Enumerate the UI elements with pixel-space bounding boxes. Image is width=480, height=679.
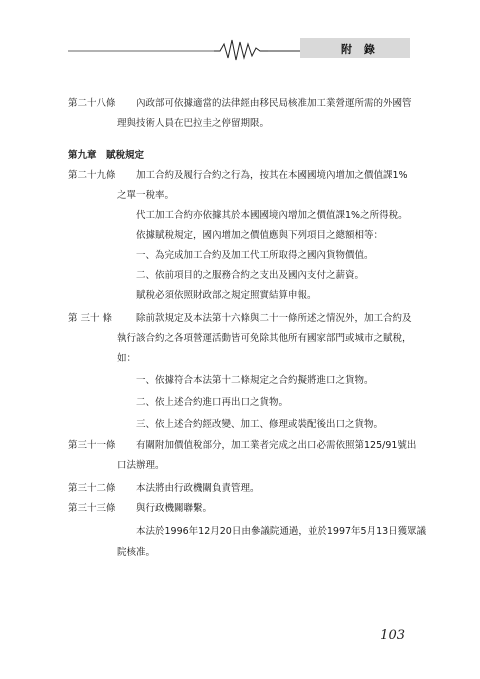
article-30-line-1: 除前款規定及本法第十六條與二十一條所述之情況外，加工合約及: [136, 313, 412, 324]
article-31-label: 第三十一條: [68, 440, 116, 451]
article-32-label: 第三十二條: [68, 483, 116, 494]
article-28-label: 第二十八條: [68, 98, 116, 109]
article-28-line-1: 內政部可依據適當的法律經由移民局核准加工業營運所需的外國管: [136, 98, 412, 109]
article-30-label: 第 三十 條: [68, 313, 113, 324]
article-29-line-1: 加工合約及履行合約之行為，按其在本國國境內增加之價值課1%: [136, 170, 408, 181]
article-32-line-1: 本法將由行政機關負責管理。: [136, 483, 260, 494]
article-31-line-2: 口法辦理。: [117, 460, 165, 471]
article-30-line-5: 二、依上述合約進口再出口之貨物。: [136, 397, 289, 408]
article-33-label: 第三十三條: [68, 503, 116, 514]
article-31-line-1: 有關附加價值稅部分，加工業者完成之出口必需依照第125/91號出: [136, 440, 417, 451]
article-33-line-2: 本法於1996年12月20日由參議院通過，並於1997年5月13日獲眾議: [136, 526, 427, 537]
article-30-line-6: 三、依上述合約經改變、加工、修理或裝配後出口之貨物。: [136, 419, 384, 430]
article-29-label: 第二十九條: [68, 170, 116, 181]
article-29-line-4: 依據賦稅規定，國內增加之價值應與下列項目之總額相等：: [136, 230, 384, 241]
heartbeat-line-icon: [214, 40, 300, 60]
article-29-line-5: 一、為完成加工合約及加工代工所取得之國內貨物價值。: [136, 250, 374, 261]
page-header: [0, 0, 480, 70]
article-30-line-2: 執行該合約之各項營運活動皆可免除其他所有國家部門或城市之賦稅，: [117, 333, 412, 344]
article-29-line-7: 賦稅必須依照財政部之規定照實結算申報。: [136, 290, 317, 301]
header-ornament: [0, 0, 480, 70]
article-30-line-3: 如：: [117, 353, 137, 364]
article-29-line-6: 二、依前項目的之服務合約之支出及國內支付之薪資。: [136, 270, 365, 281]
article-29-line-3: 代工加工合約亦依據其於本國國境內增加之價值課1%之所得稅。: [136, 210, 408, 221]
chapter-9-title: 第九章 賦稅規定: [68, 150, 145, 161]
article-33-line-1: 與行政機關聯繫。: [136, 503, 213, 514]
article-30-line-4: 一、依據符合本法第十二條規定之合約擬將進口之貨物。: [136, 375, 374, 386]
article-29-line-2: 之單一稅率。: [117, 190, 175, 201]
article-28-line-2: 理與技術人員在巴拉圭之停留期限。: [117, 118, 270, 129]
appendix-label: 附 錄: [341, 43, 379, 56]
page-number: 103: [380, 628, 405, 643]
article-33-line-3: 院核准。: [117, 547, 156, 558]
